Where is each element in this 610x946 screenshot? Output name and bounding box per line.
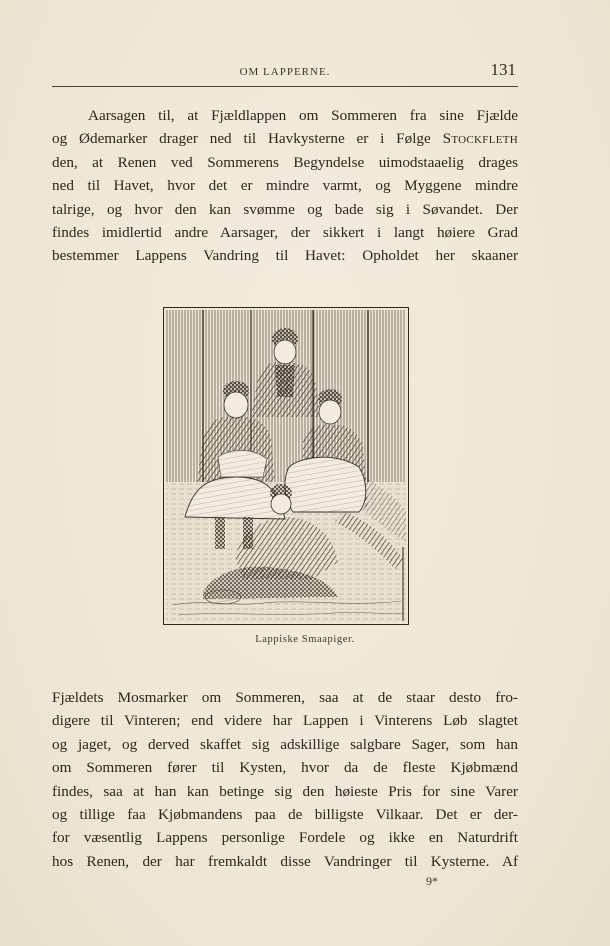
- text-line: bestemmer Lappens Vandring til Havet: Opholdet her skaaner: [52, 247, 518, 265]
- text-line: og jaget, og derved skaffet sig adskillige salgbare Sager, som han: [52, 735, 518, 753]
- signature-mark: 9*: [426, 874, 438, 888]
- text-line: Aarsagen til, at Fjældlappen om Sommeren fra sine Fjælde: [88, 107, 518, 124]
- text-line: findes, saa at han kan betinge sig den høieste Pris for sine Varer: [52, 782, 518, 800]
- text-line: om Sommeren fører til Kysten, hvor da de fleste Kjøbmænd: [52, 759, 518, 777]
- paragraph-top: [52, 104, 518, 268]
- text-line: talrige, og hvor den kan svømme og bade sig i Søvandet. Der: [52, 200, 518, 218]
- text-line-part: og Ødemarker drager ned til Havkysterne er i Følge: [52, 130, 431, 148]
- text-line: for væsentlig Lappens personlige Fordele og ikke en Naturdrift: [52, 829, 518, 847]
- author-name: Stockfleth: [442, 130, 519, 148]
- text-line: den, at Renen ved Sommerens Begyndelse uimodstaaelig drages: [52, 153, 518, 171]
- figure-caption: Lappiske Smaapiger.: [255, 634, 355, 645]
- text-line: findes imidlertid andre Aarsager, der sikkert i langt høiere Grad: [52, 224, 518, 242]
- text-line: ned til Havet, hvor det er mindre varmt, og Myggene mindre: [52, 177, 518, 195]
- paragraph-bottom: [52, 686, 518, 873]
- running-header: [52, 58, 518, 87]
- text-line: og tillige faa Kjøbmandens paa de billigste Vilkaar. Det er der-: [52, 806, 518, 824]
- text-line: Fjældets Mosmarker om Sommeren, saa at de staar desto fro-: [52, 689, 518, 706]
- text-line: [52, 127, 518, 150]
- engraving-illustration: [163, 307, 409, 625]
- text-line: digere til Vinteren; end videre har Lappen i Vinterens Løb slagtet: [52, 712, 518, 730]
- page-number: 131: [490, 60, 516, 79]
- running-title: OM LAPPERNE.: [239, 66, 331, 78]
- text-line: hos Renen, der har fremkaldt disse Vandringer til Kysterne. Af: [52, 852, 518, 870]
